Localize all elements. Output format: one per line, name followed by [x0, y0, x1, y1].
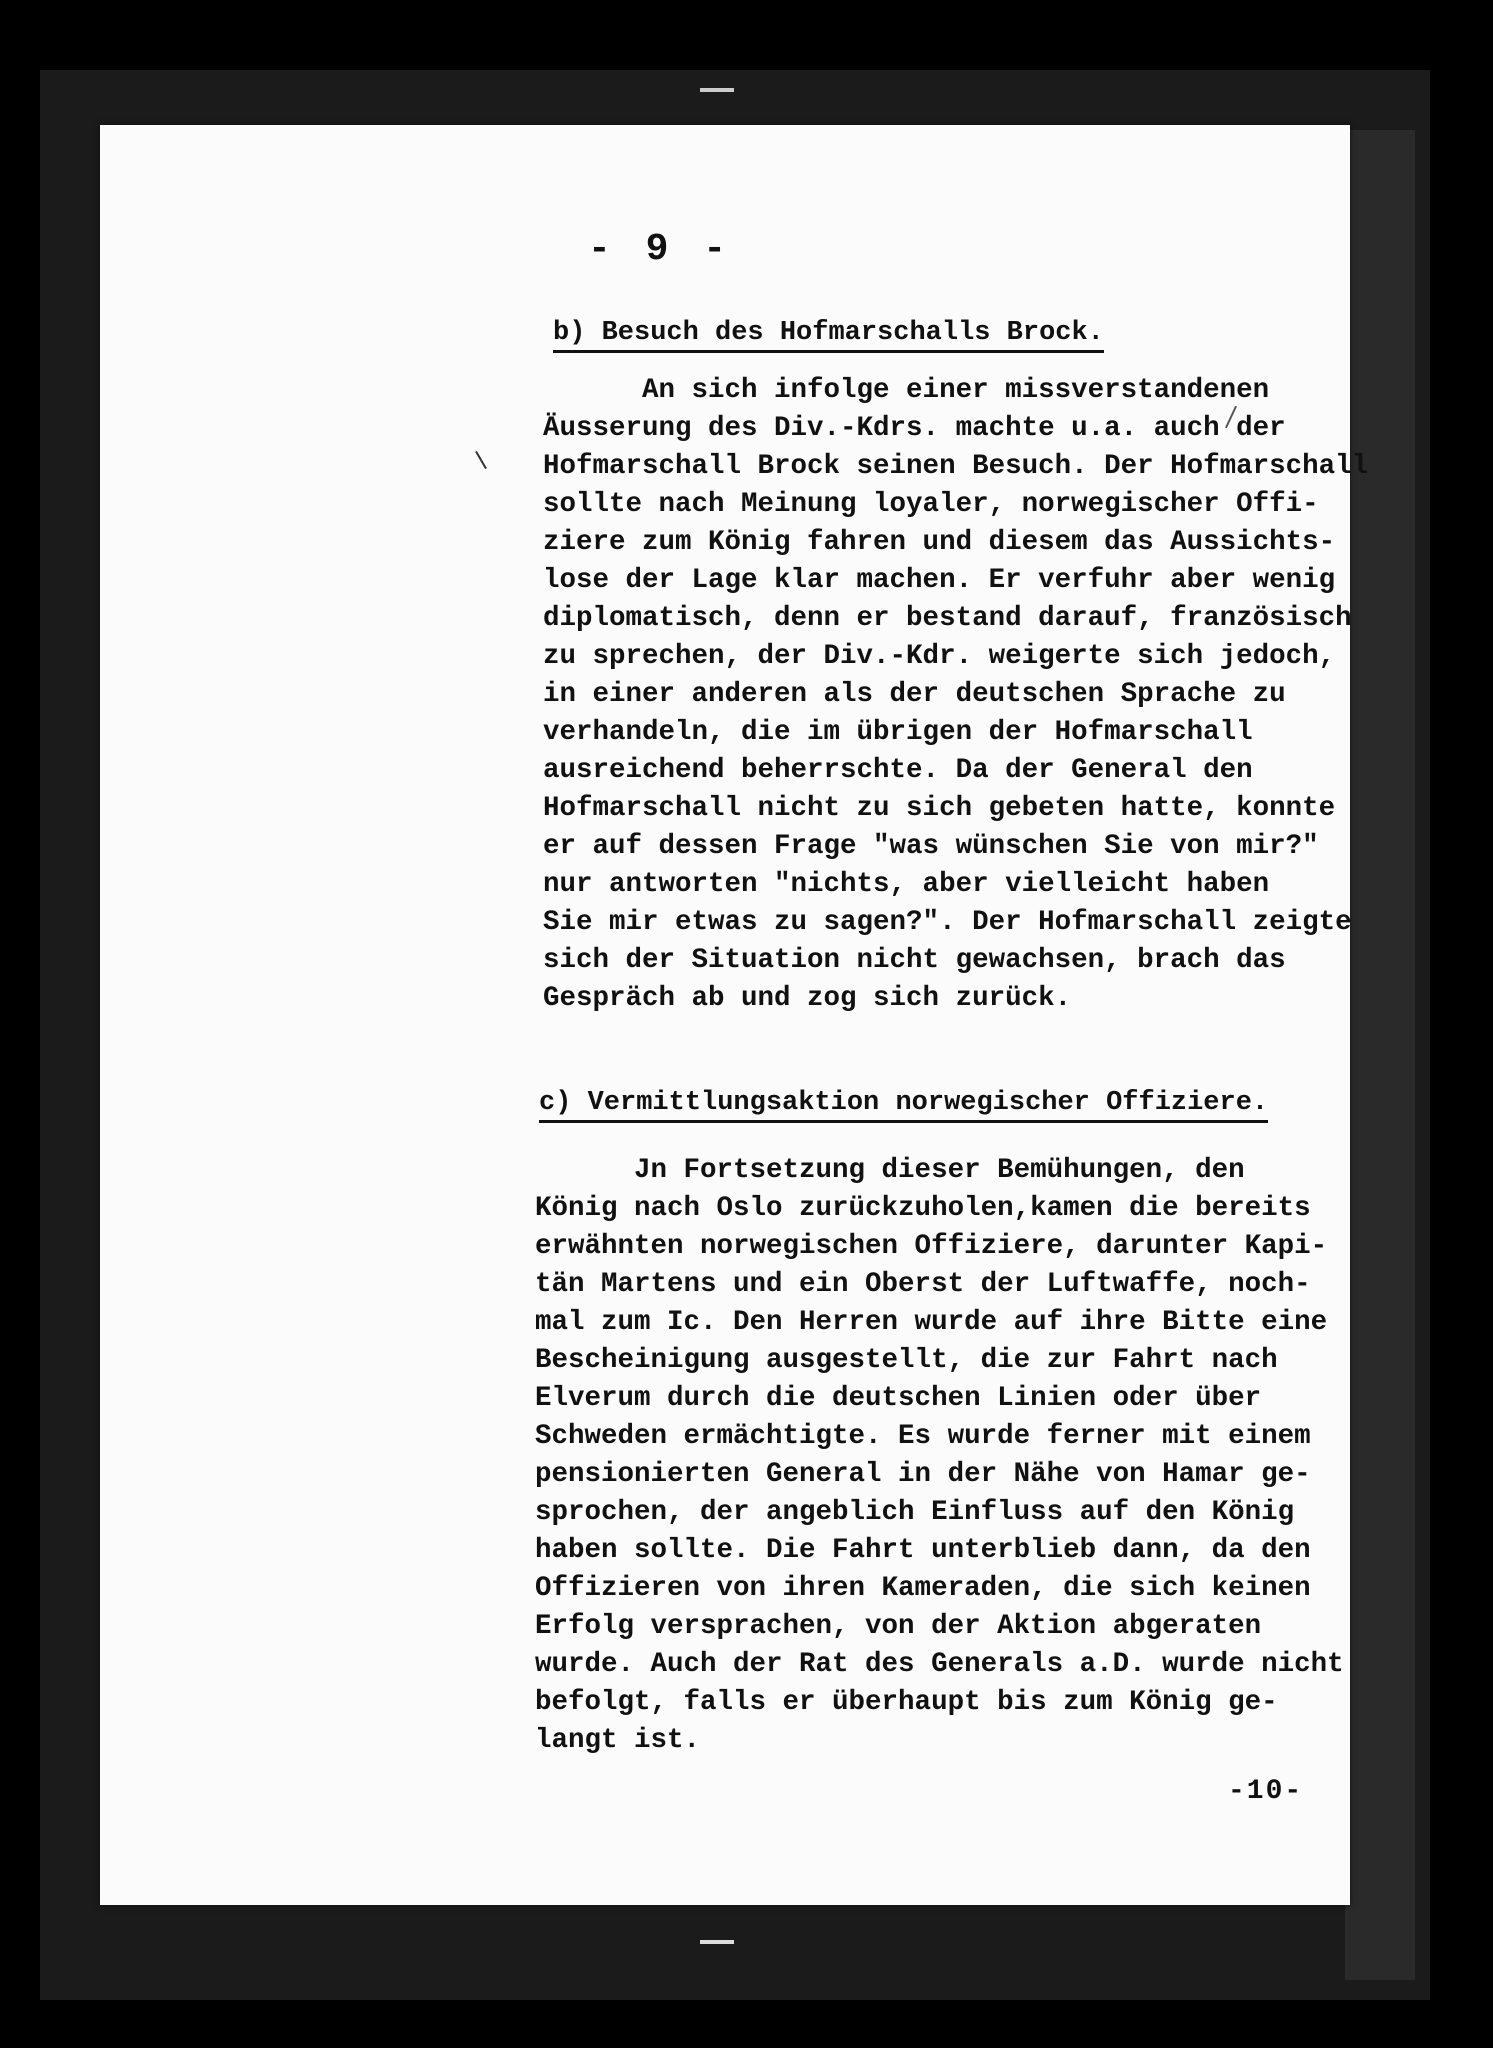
section-b-heading: b) Besuch des Hofmarschalls Brock. [553, 318, 1104, 353]
text-line: sich der Situation nicht gewachsen, brach das [543, 945, 1286, 976]
text-line: sprochen, der angeblich Einfluss auf den König [535, 1497, 1295, 1528]
text-line: Hofmarschall Brock seinen Besuch. Der Hofmarschall [543, 451, 1369, 482]
text-line: diplomatisch, denn er bestand darauf, französisch [543, 603, 1352, 634]
text-line: König nach Oslo zurückzuholen,kamen die bereits [535, 1193, 1311, 1224]
text-line: lose der Lage klar machen. Er verfuhr aber wenig [543, 565, 1336, 596]
text-line: ziere zum König fahren und diesem das Aussichts- [543, 527, 1336, 558]
text-line: Offizieren von ihren Kameraden, die sich keinen [535, 1573, 1311, 1604]
margin-stroke [475, 451, 487, 469]
text-line: in einer anderen als der deutschen Sprache zu [543, 679, 1286, 710]
section-b-paragraph [543, 372, 1368, 1018]
text-line: Jn Fortsetzung dieser Bemühungen, den [535, 1155, 1245, 1186]
text-line: nur antworten "nichts, aber vielleicht haben [543, 869, 1270, 900]
text-line: Sie mir etwas zu sagen?". Der Hofmarschall zeigte [543, 907, 1352, 938]
text-line: Gespräch ab und zog sich zurück. [543, 983, 1072, 1014]
text-line: haben sollte. Die Fahrt unterblieb dann, da den [535, 1535, 1311, 1566]
text-line: Äusserung des Div.-Kdrs. machte u.a. auch der [543, 413, 1286, 444]
catchword-next-page: -10- [1228, 1776, 1304, 1807]
text-line: Elverum durch die deutschen Linien oder über [535, 1383, 1262, 1414]
text-line: Bescheinigung ausgestellt, die zur Fahrt nach [535, 1345, 1278, 1376]
text-line: sollte nach Meinung loyaler, norwegischer Offi- [543, 489, 1319, 520]
text-line: pensionierten General in der Nähe von Hamar ge- [535, 1459, 1311, 1490]
text-line: zu sprechen, der Div.-Kdr. weigerte sich jedoch, [543, 641, 1336, 672]
text-line: An sich infolge einer missverstandenen [543, 375, 1270, 406]
page-number: - 9 - [588, 228, 733, 271]
text-line: befolgt, falls er überhaupt bis zum König ge- [535, 1687, 1278, 1718]
section-c-heading: c) Vermittlungsaktion norwegischer Offiziere. [539, 1088, 1268, 1123]
text-line: tän Martens und ein Oberst der Luftwaffe, noch- [535, 1269, 1311, 1300]
text-line: mal zum Ic. Den Herren wurde auf ihre Bitte eine [535, 1307, 1328, 1338]
text-line: Hofmarschall nicht zu sich gebeten hatte, konnte [543, 793, 1336, 824]
text-line: er auf dessen Frage "was wünschen Sie von mir?" [543, 831, 1319, 862]
text-line: Schweden ermächtigte. Es wurde ferner mit einem [535, 1421, 1311, 1452]
registration-mark-top [700, 88, 734, 92]
text-line: Erfolg versprachen, von der Aktion abgeraten [535, 1611, 1262, 1642]
text-line: erwähnten norwegischen Offiziere, darunter Kapi- [535, 1231, 1328, 1262]
text-line: verhandeln, die im übrigen der Hofmarschall [543, 717, 1253, 748]
section-c-paragraph [535, 1152, 1344, 1760]
registration-mark-bottom [700, 1940, 734, 1944]
text-line: wurde. Auch der Rat des Generals a.D. wurde nicht [535, 1649, 1344, 1680]
text-line: ausreichend beherrschte. Da der General den [543, 755, 1253, 786]
text-line: langt ist. [535, 1725, 701, 1756]
